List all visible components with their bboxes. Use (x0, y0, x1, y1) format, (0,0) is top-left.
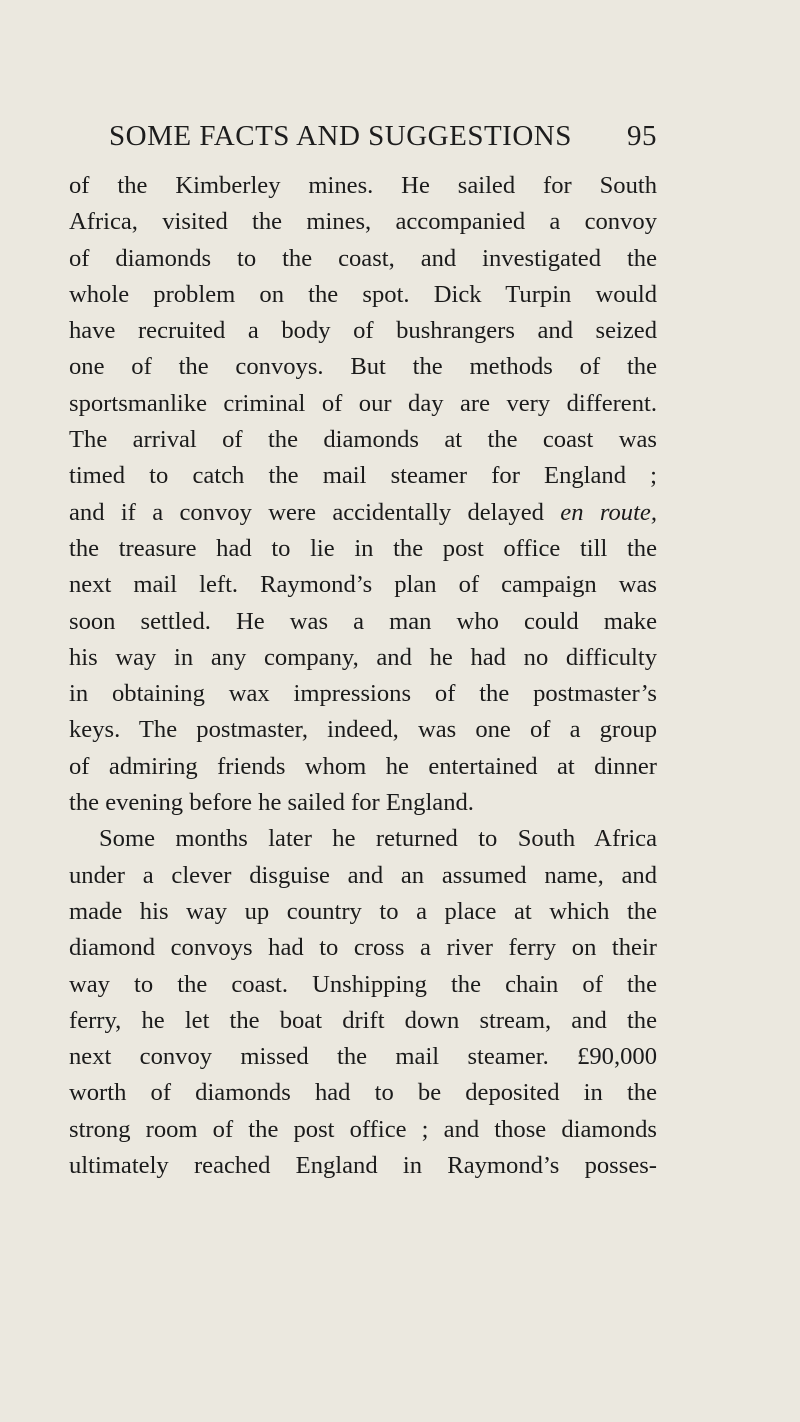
text-line: of the Kimberley mines. He sailed for South (69, 172, 657, 199)
text-line: made his way up country to a place at which the (69, 897, 657, 925)
text-line: timed to catch the mail steamer for England ; (69, 462, 657, 490)
text-line: his way in any company, and he had no difficulty (69, 643, 657, 671)
text-line: of diamonds to the coast, and investigated the (69, 244, 657, 272)
text-line: worth of diamonds had to be deposited in the (69, 1079, 657, 1107)
running-head-title: SOME FACTS AND SUGGESTIONS (109, 120, 572, 152)
body-text (69, 168, 657, 1184)
text-line: have recruited a body of bushrangers and seized (69, 317, 657, 345)
text-line: way to the coast. Unshipping the chain of the (69, 970, 657, 998)
text-line: in obtaining wax impressions of the postmaster’s (69, 680, 657, 708)
text-line: next mail left. Raymond’s plan of campaign was (69, 571, 657, 599)
running-head (109, 120, 657, 160)
text-line: under a clever disguise and an assumed name, and (69, 861, 657, 889)
text-line: of admiring friends whom he entertained at dinner (69, 752, 657, 780)
text-segment: and if a convoy were accidentally delayed (69, 498, 544, 526)
text-line: strong room of the post office ; and those diamonds (69, 1115, 657, 1143)
text-line: the treasure had to lie in the post office till the (69, 534, 657, 562)
text-line-with-italic (69, 495, 657, 531)
text-line: whole problem on the spot. Dick Turpin would (69, 280, 657, 308)
text-line: keys. The postmaster, indeed, was one of a group (69, 716, 657, 744)
text-line: diamond convoys had to cross a river ferry on their (69, 934, 657, 962)
text-line: sportsmanlike criminal of our day are very different. (69, 389, 657, 417)
italic-phrase: en route, (560, 498, 657, 526)
paragraph-end-line: the evening before he sailed for England. (69, 789, 474, 817)
text-line: The arrival of the diamonds at the coast was (69, 426, 657, 454)
text-line: next convoy missed the mail steamer. £90,000 (69, 1043, 657, 1071)
page-number: 95 (627, 120, 657, 152)
paragraph-start-line: Some months later he returned to South Africa (99, 825, 657, 853)
text-line: one of the convoys. But the methods of the (69, 353, 657, 381)
text-line: ferry, he let the boat drift down stream, and the (69, 1006, 657, 1034)
text-line: ultimately reached England in Raymond’s posses- (69, 1152, 657, 1180)
text-line: Africa, visited the mines, accompanied a convoy (69, 208, 657, 236)
text-line: soon settled. He was a man who could make (69, 607, 657, 635)
